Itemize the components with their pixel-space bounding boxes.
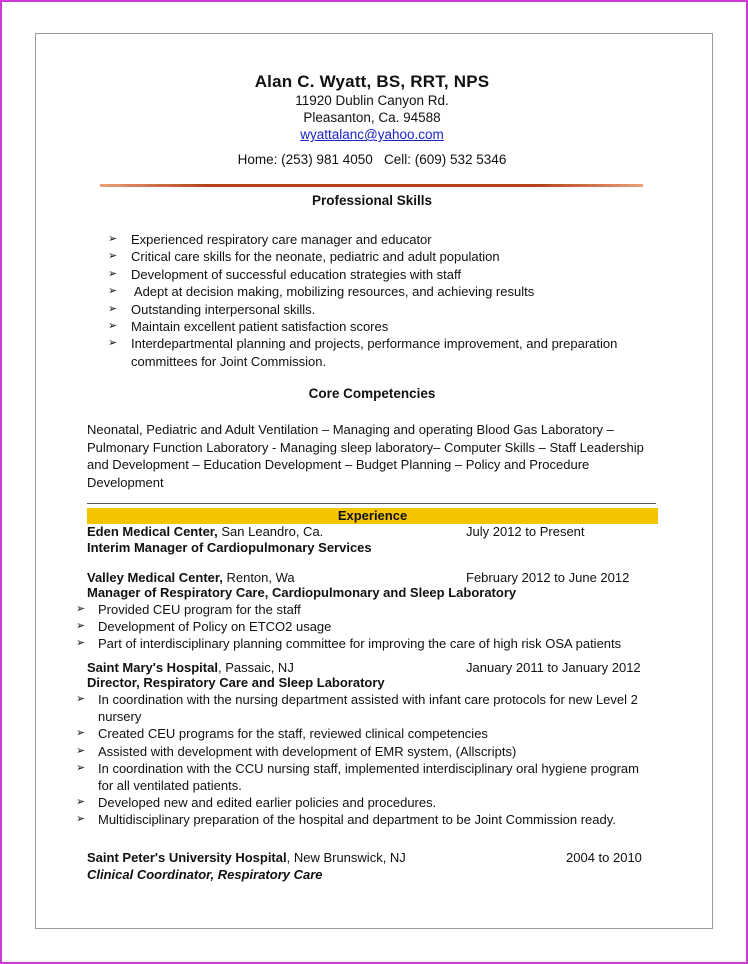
arrow-bullet-icon: ➢ <box>76 761 86 774</box>
employer-name: Eden Medical Center, <box>87 524 218 539</box>
city-address: Pleasanton, Ca. 94588 <box>303 110 441 125</box>
list-item: ➢ In coordination with the nursing department assisted with infant care protocols for new Level 2 <box>76 692 638 707</box>
employer-location: , Passaic, NJ <box>217 660 294 675</box>
arrow-bullet-icon: ➢ <box>76 693 86 705</box>
list-item: ➢ Development of Policy on ETCO2 usage <box>76 619 332 635</box>
job-role: Manager of Respiratory Care, Cardiopulmonary and Sleep Laboratory <box>87 585 517 600</box>
email-line <box>36 127 708 142</box>
employer-name: Saint Mary's Hospital <box>87 660 218 675</box>
arrow-bullet-icon: ➢ <box>76 620 86 633</box>
resume-page <box>35 33 713 929</box>
competencies-paragraph <box>87 421 667 491</box>
arrow-bullet-icon: ➢ <box>108 302 118 315</box>
list-item: ➢ Adept at decision making, mobilizing resources, and achieving results <box>108 284 535 300</box>
list-item: ➢ Provided CEU program for the staff <box>76 602 301 617</box>
experience-divider <box>87 503 656 504</box>
employer-name: Saint Peter's University Hospital <box>87 850 287 865</box>
job-role: Interim Manager of Cardiopulmonary Services <box>87 540 372 555</box>
arrow-bullet-icon: ➢ <box>76 796 86 809</box>
list-item: ➢ Development of successful education strategies with staff <box>108 266 461 282</box>
list-item: ➢ In coordination with the CCU nursing staff, implemented interdisciplinary oral hygiene program <box>76 760 639 776</box>
experience-heading: Experience <box>87 508 658 524</box>
arrow-bullet-icon: ➢ <box>108 250 118 263</box>
job-dates: January 2011 to January 2012 <box>466 660 641 675</box>
arrow-bullet-icon: ➢ <box>108 320 118 333</box>
job-employer-line <box>87 524 323 539</box>
employer-location: Renton, Wa <box>222 570 295 585</box>
arrow-bullet-icon: ➢ <box>76 813 86 826</box>
arrow-bullet-icon: ➢ <box>108 337 118 350</box>
list-item: ➢ Critical care skills for the neonate, pediatric and adult population <box>108 249 500 265</box>
list-item-continuation: committees for Joint Commission. <box>131 353 327 369</box>
job-employer-line <box>87 850 406 865</box>
arrow-bullet-icon: ➢ <box>76 637 86 650</box>
header-divider <box>100 184 643 187</box>
competencies-heading: Core Competencies <box>308 386 436 401</box>
job-employer-line <box>87 570 295 585</box>
arrow-bullet-icon: ➢ <box>108 233 118 245</box>
skills-list <box>108 231 617 370</box>
arrow-bullet-icon: ➢ <box>76 603 86 615</box>
list-item: ➢ Experienced respiratory care manager and educator <box>108 232 432 247</box>
list-item-continuation: nursery <box>98 709 142 725</box>
job-dates: July 2012 to Present <box>466 524 585 539</box>
job-duties-list <box>76 691 639 829</box>
job-employer-line <box>87 660 294 675</box>
job-role: Clinical Coordinator, Respiratory Care <box>87 867 323 882</box>
competency-line: Neonatal, Pediatric and Adult Ventilation – Managing and operating Blood Gas Laboratory – <box>87 422 614 437</box>
skills-heading: Professional Skills <box>311 193 433 208</box>
competency-line: Pulmonary Function Laboratory - Managing sleep laboratory– Computer Skills – Staff Leadership <box>87 439 644 455</box>
job-duties-list <box>76 601 621 653</box>
arrow-bullet-icon: ➢ <box>76 727 86 740</box>
job-dates: February 2012 to June 2012 <box>466 570 630 585</box>
list-item-continuation: for all ventilated patients. <box>98 778 242 794</box>
list-item: ➢ Part of interdisciplinary planning committee for improving the care of high risk OSA patients <box>76 636 622 652</box>
list-item: ➢ Multidisciplinary preparation of the hospital and department to be Joint Commission ready. <box>76 812 616 828</box>
competency-line: and Development – Education Development – Budget Planning – Policy and Procedure <box>87 457 590 473</box>
email-link[interactable]: wyattalanc@yahoo.com <box>300 127 444 142</box>
list-item: ➢ Created CEU programs for the staff, reviewed clinical competencies <box>76 726 488 742</box>
list-item: ➢ Interdepartmental planning and projects, performance improvement, and preparation <box>108 336 618 352</box>
phone-numbers: Home: (253) 981 4050 Cell: (609) 532 5346 <box>237 152 507 167</box>
arrow-bullet-icon: ➢ <box>76 744 86 757</box>
employer-name: Valley Medical Center, <box>87 570 223 585</box>
employer-location: , New Brunswick, NJ <box>286 850 406 865</box>
candidate-name: Alan C. Wyatt, BS, RRT, NPS <box>254 72 490 91</box>
list-item: ➢ Maintain excellent patient satisfaction scores <box>108 319 389 335</box>
street-address: 11920 Dublin Canyon Rd. <box>295 93 449 108</box>
list-item: ➢ Outstanding interpersonal skills. <box>108 301 316 317</box>
arrow-bullet-icon: ➢ <box>108 267 118 280</box>
list-item: ➢ Developed new and edited earlier policies and procedures. <box>76 795 437 811</box>
arrow-bullet-icon: ➢ <box>108 285 118 298</box>
competency-line: Development <box>87 474 164 490</box>
employer-location: San Leandro, Ca. <box>217 524 324 539</box>
list-item: ➢ Assisted with development with development of EMR system, (Allscripts) <box>76 743 517 759</box>
job-dates: 2004 to 2010 <box>566 850 642 865</box>
job-role: Director, Respiratory Care and Sleep Laboratory <box>87 675 385 690</box>
